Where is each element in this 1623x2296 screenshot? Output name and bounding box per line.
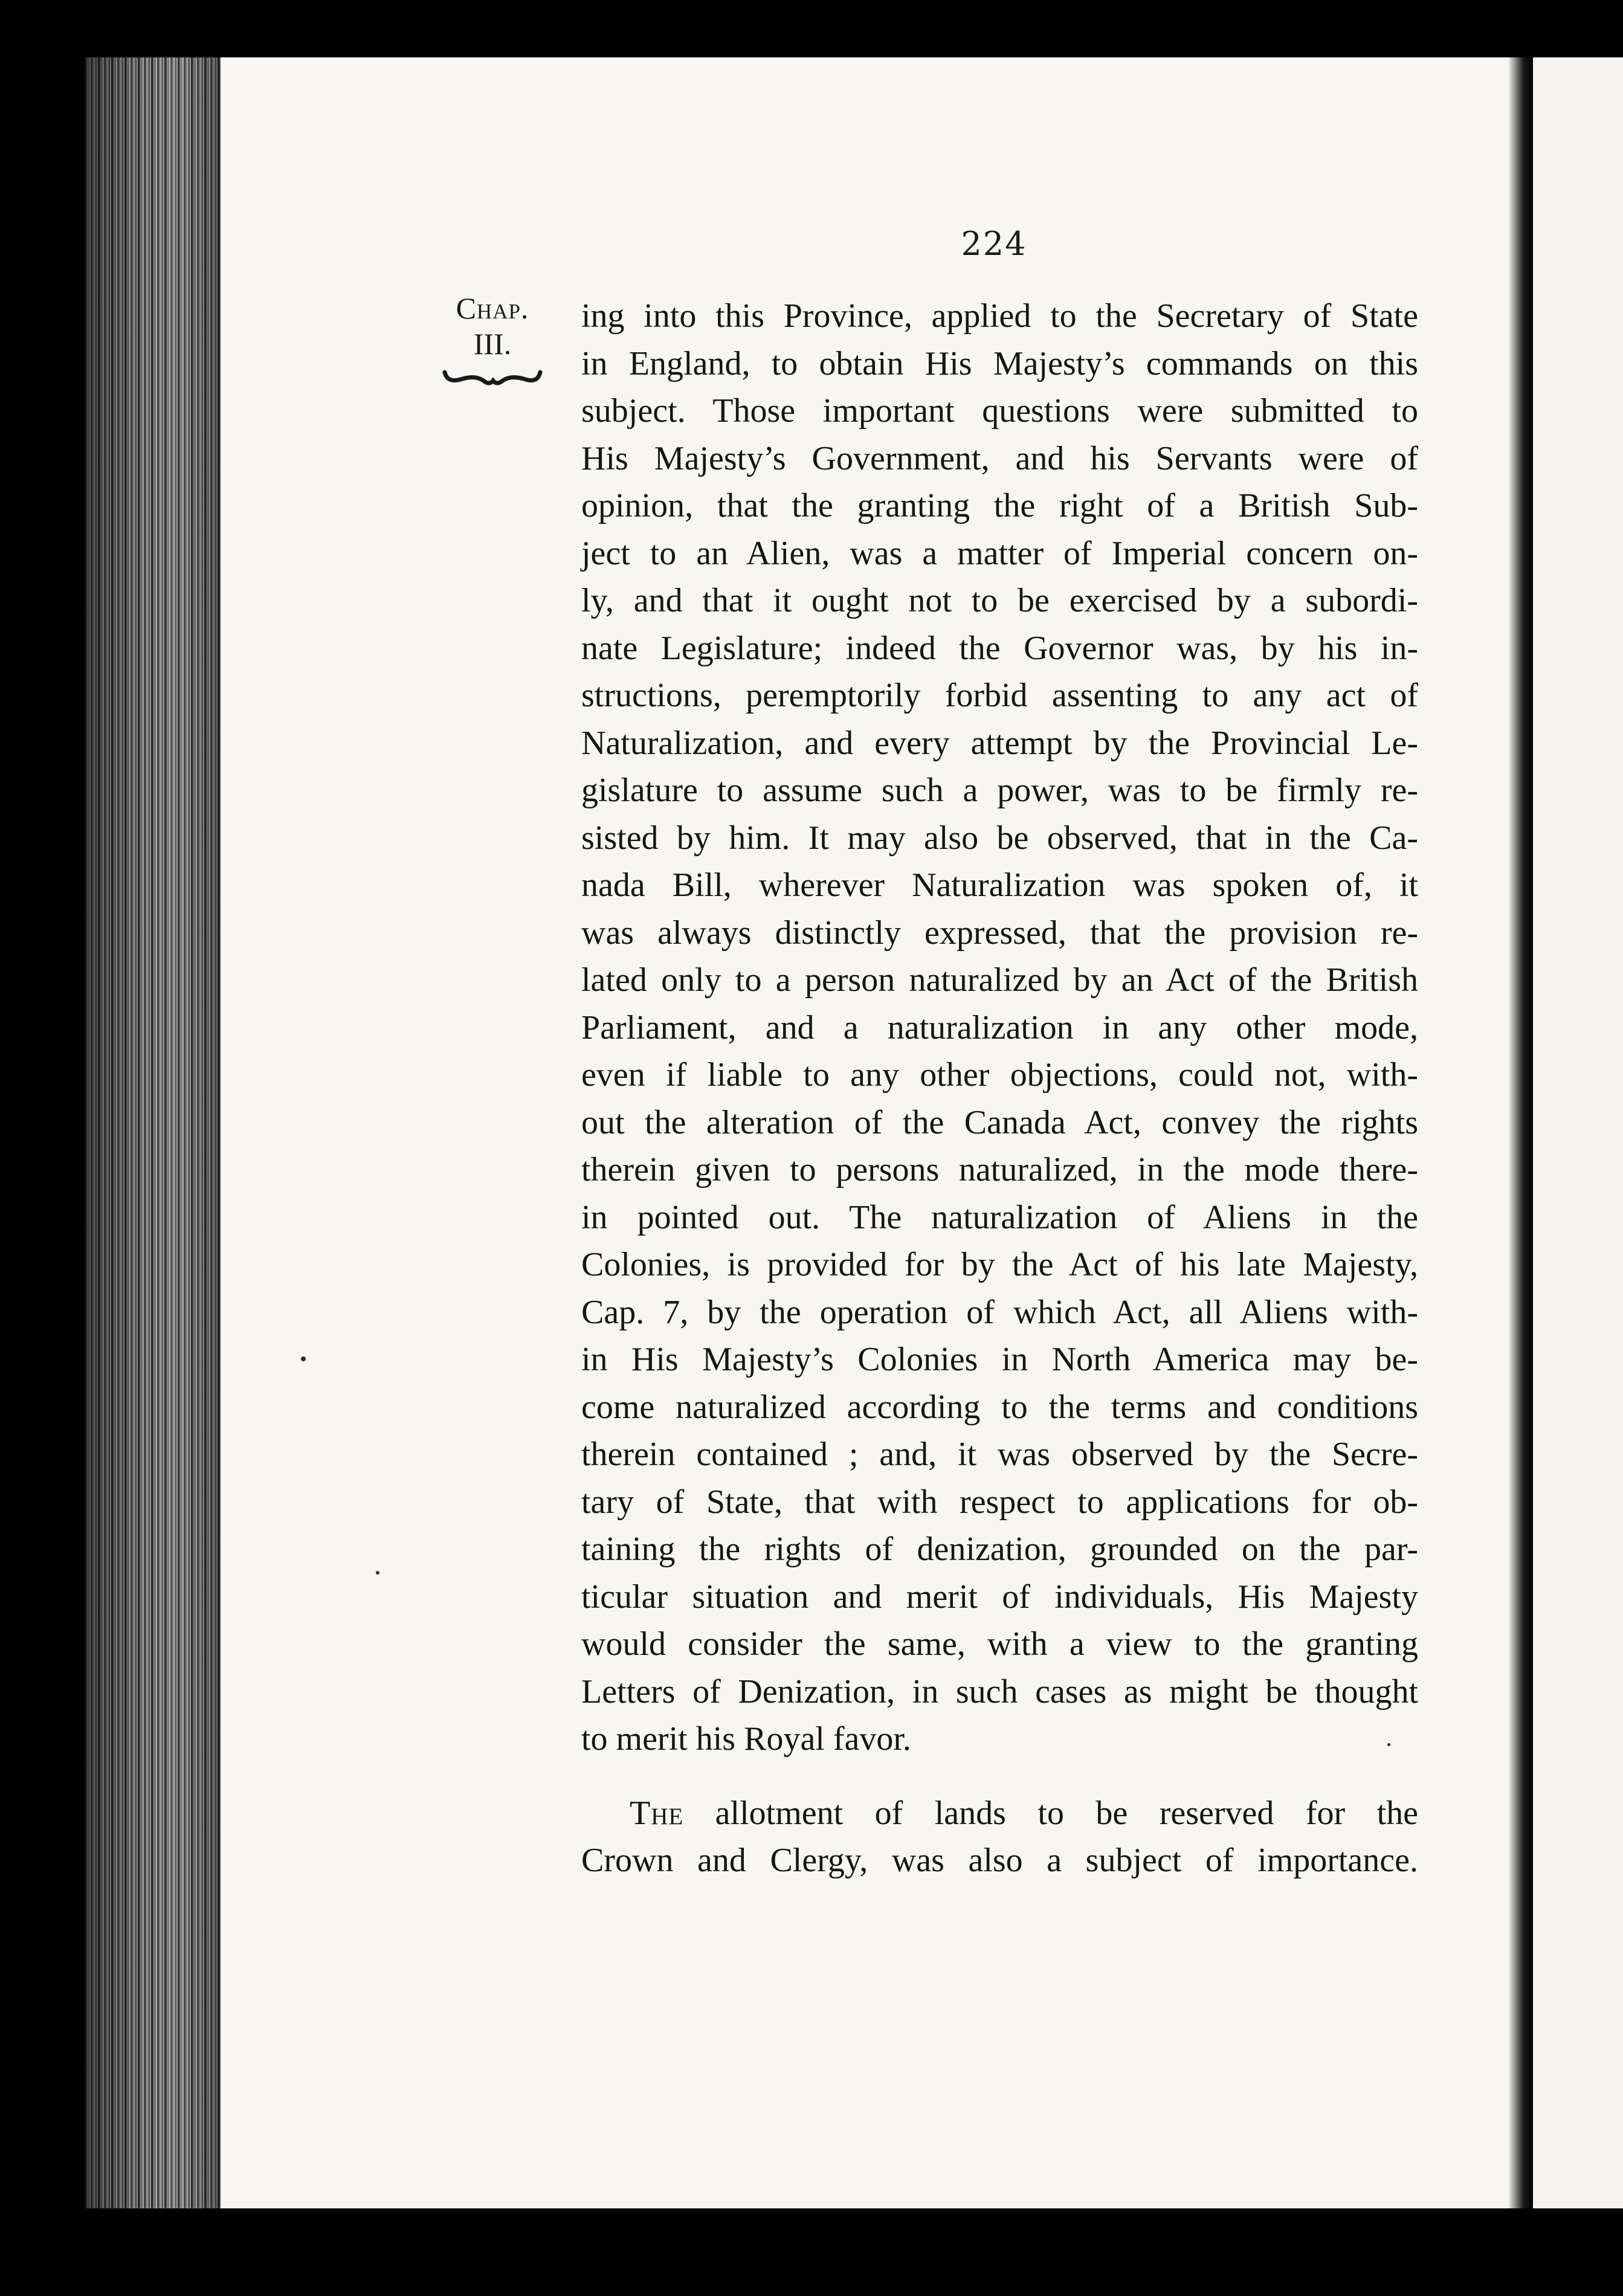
paragraph-1 bbox=[581, 292, 1418, 1763]
text-line: therein given to persons naturalized, in the mode there- bbox=[581, 1151, 1418, 1188]
chapter-number: III. bbox=[473, 327, 512, 361]
text-line: tary of State, that with respect to applications for ob- bbox=[581, 1483, 1418, 1521]
text-line: gislature to assume such a power, was to be firmly re- bbox=[581, 772, 1418, 809]
text-line: lated only to a person naturalized by an Act of the British bbox=[581, 961, 1418, 999]
text-line: ly, and that it ought not to be exercised by a subordi- bbox=[581, 582, 1418, 619]
text-line: ticular situation and merit of individuals, His Majesty bbox=[581, 1578, 1418, 1616]
body-text bbox=[581, 292, 1418, 1885]
text-line: His Majesty’s Government, and his Servants were of bbox=[581, 439, 1418, 477]
text-line: subject. Those important questions were submitted to bbox=[581, 392, 1418, 430]
paragraph-gap bbox=[581, 1763, 1418, 1790]
text-line: Crown and Clergy, was also a subject of importance. bbox=[581, 1842, 1418, 1879]
text-line: would consider the same, with a view to the granting bbox=[581, 1625, 1418, 1663]
text-line: in His Majesty’s Colonies in North America may be- bbox=[581, 1341, 1418, 1378]
chapter-label: Chap. bbox=[456, 291, 529, 325]
binding-shadow bbox=[85, 57, 221, 2208]
text-line: Cap. 7, by the operation of which Act, all Aliens with- bbox=[581, 1293, 1418, 1331]
facing-page-edge bbox=[1533, 57, 1623, 2208]
text-line: sisted by him. It may also be observed, that in the Ca- bbox=[581, 819, 1418, 857]
chapter-sidenote bbox=[435, 290, 550, 389]
page-gutter-edge bbox=[1509, 57, 1533, 2208]
paragraph-2 bbox=[581, 1790, 1418, 1885]
text-line: therein contained ; and, it was observed by the Secre- bbox=[581, 1436, 1418, 1473]
text-line: out the alteration of the Canada Act, convey the rights bbox=[581, 1103, 1418, 1141]
text-line: nate Legislature; indeed the Governor was, by his in- bbox=[581, 629, 1418, 667]
text-line: ing into this Province, applied to the Secretary of State bbox=[581, 297, 1418, 335]
text-line: structions, peremptorily forbid assenting to any act of bbox=[581, 677, 1418, 714]
text-line: ject to an Alien, was a matter of Imperial concern on- bbox=[581, 534, 1418, 572]
brace-ornament-icon bbox=[441, 365, 544, 389]
ink-speck bbox=[301, 1356, 306, 1361]
ink-speck bbox=[376, 1571, 379, 1575]
page-number: 224 bbox=[961, 225, 1027, 263]
text-line: Parliament, and a naturalization in any other mode, bbox=[581, 1008, 1418, 1046]
text-line: even if liable to any other objections, could not, with- bbox=[581, 1056, 1418, 1094]
text-line: was always distinctly expressed, that the provision re- bbox=[581, 914, 1418, 952]
text-line: to merit his Royal favor. bbox=[581, 1720, 911, 1758]
text-line: taining the rights of denization, grounded on the par- bbox=[581, 1530, 1418, 1568]
text-line: opinion, that the granting the right of a British Sub- bbox=[581, 487, 1418, 524]
text-line: Letters of Denization, in such cases as might be thought bbox=[581, 1672, 1418, 1711]
text-line: Colonies, is provided for by the Act of his late Majesty, bbox=[581, 1246, 1418, 1283]
line-text: allotment of lands to be reserved for the bbox=[715, 1794, 1419, 1832]
text-line: come naturalized according to the terms and conditions bbox=[581, 1388, 1418, 1426]
text-line: Naturalization, and every attempt by the Provincial Le- bbox=[581, 724, 1418, 762]
text-line: in pointed out. The naturalization of Aliens in the bbox=[581, 1198, 1418, 1236]
text-line: nada Bill, wherever Naturalization was spoken of, it bbox=[581, 866, 1418, 904]
text-line bbox=[581, 1790, 1418, 1837]
lead-word: The bbox=[630, 1794, 684, 1832]
text-line: in England, to obtain His Majesty’s commands on this bbox=[581, 344, 1418, 382]
